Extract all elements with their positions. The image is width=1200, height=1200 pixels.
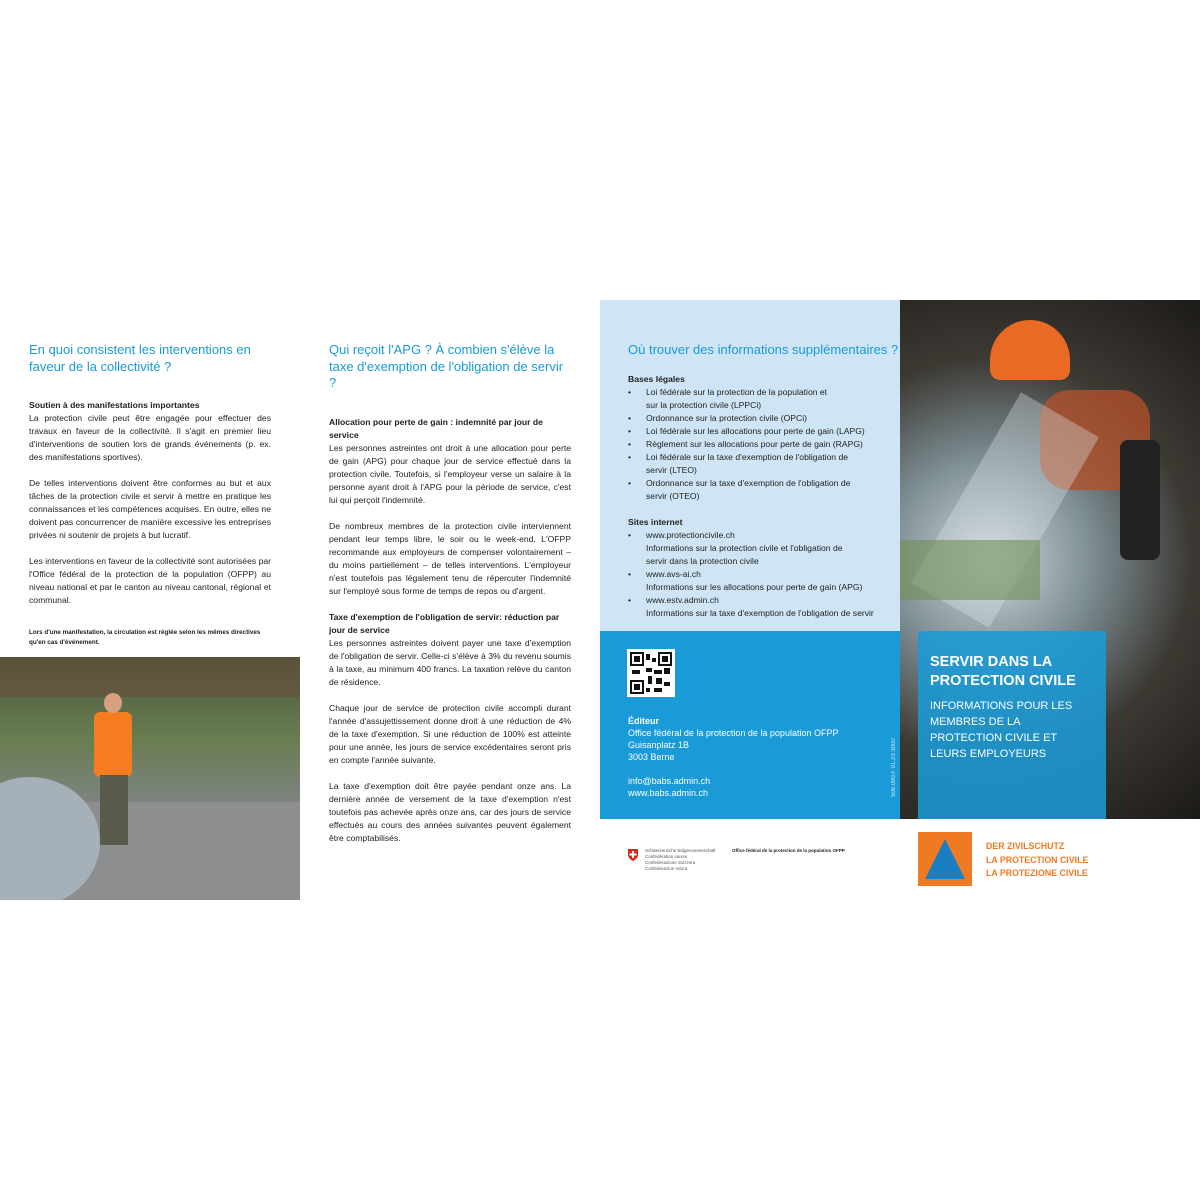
- site-description: Informations sur les allocations pour perte de gain (APG): [646, 581, 863, 592]
- sites-list: [628, 529, 893, 620]
- list-item: [628, 568, 893, 594]
- paragraph: La taxe d'exemption doit être payée pendant onze ans. La dernière année de versement de la taxe d'exemption n'est toutefois pas achevée après onze ans, car des jours de service effectués au cours des années suivantes peuvent également être comptabilisés.: [329, 780, 571, 843]
- paragraph: De telles interventions doivent être conformes au but et aux tâches de la protection civile et servir à mettre en pratique les connaissances et les compétences acquises. En outre, elles ne doivent pas concurrencer de manière excessive les entreprises privées ni soutenir de projets à but lucratif.: [29, 478, 271, 540]
- publisher-email[interactable]: info@babs.admin.ch: [628, 776, 711, 786]
- heading: Qui reçoit l'APG ? À combien s'élève la taxe d'exemption de l'obligation de servir ?: [329, 342, 564, 390]
- sites-title: Sites internet: [628, 516, 683, 527]
- list-item: [628, 529, 893, 568]
- column-apg-tax: [329, 342, 571, 858]
- logo-line: LA PROTECTION CIVILE: [986, 854, 1089, 865]
- paragraph: De nombreux membres de la protection civile interviennent pendant leur temps libre, le soir ou le week-end. L'OFPP recommande aux employeurs de compenser volontairement – du moins partiellement – de telles interventions. L'employeur n'est toutefois pas légalement tenu de répercuter l'indemnité sur l'employé sous forme de temps de repos ou d'argent.: [329, 520, 571, 596]
- site-link[interactable]: • www.protectioncivile.ch: [646, 529, 735, 540]
- legal-list: [628, 386, 893, 503]
- paragraph: Les interventions en faveur de la collectivité sont autorisées par l'Office fédéral de la protection de la population (OFPP) au niveau national et par le canton au niveau cantonal, régional et communal.: [29, 556, 271, 605]
- paragraph: Les personnes astreintes ont droit à une allocation pour perte de gain (APG) pour chaque jour de service effectué dans la protection civile. Toutefois, si l'employeur verse un salaire à la personne ayant droit à l'APG pour la période de service, c'est lui qui perçoit l'indemnité.: [329, 442, 571, 505]
- publisher-line: Office fédéral de la protection de la population OFPP: [628, 728, 839, 738]
- cover-subtitle: INFORMATIONS POUR LES MEMBRES DE LA PROTECTION CIVILE ET LEURS EMPLOYEURS: [930, 700, 1073, 760]
- logo-text: [986, 840, 1088, 881]
- office-name: Office fédéral de la protection de la population OFPP: [732, 848, 845, 853]
- swiss-cross-icon: [627, 848, 639, 861]
- site-description: Informations sur la protection civile et l'obligation de servir dans la protection civile: [646, 542, 843, 566]
- publisher-line: Guisanplatz 1B: [628, 740, 690, 750]
- federal-name: Confederaziun svizra: [645, 866, 688, 871]
- column-community-interventions: [29, 342, 271, 648]
- list-item: • Ordonnance sur la taxe d'exemption de l'obligation de servir (OTEO): [628, 477, 858, 503]
- heading: En quoi consistent les interventions en faveur de la collectivité ?: [29, 342, 251, 374]
- cover-title-box: [918, 631, 1106, 819]
- subheading: Taxe d'exemption de l'obligation de servir: réduction par jour de service: [329, 611, 560, 635]
- site-description: Informations sur la taxe d'exemption de l'obligation de servir: [646, 607, 874, 618]
- list-item: • Loi fédérale sur la protection de la population et sur la protection civile (LPPCi): [628, 386, 838, 412]
- list-item: • Loi fédérale sur la taxe d'exemption de l'obligation de servir (LTEO): [628, 451, 858, 477]
- federal-logo: [627, 848, 845, 872]
- federal-name: Confederazione Svizzera: [645, 860, 696, 865]
- paragraph: Chaque jour de service de protection civile accompli durant l'année d'assujettissement donne droit à une réduction de 4% de la taxe d'exemption. Si une réduction de 100% est atteinte pour une année, les jours de service excédentaires seront pris en compte l'année suivante.: [329, 702, 571, 765]
- list-item: • Règlement sur les allocations pour perte de gain (RAPG): [628, 438, 893, 451]
- paragraph: Les personnes astreintes doivent payer une taxe d'exemption de l'obligation de servir. Celle-ci s'élève à 3% du revenu soumis à la taxe, au minimum 400 francs. La taxation relève du canton de résidence.: [329, 637, 571, 687]
- triangle-icon: [918, 832, 972, 886]
- legal-title: Bases légales: [628, 373, 685, 384]
- heading: Où trouver des informations supplémentaires ?: [628, 342, 899, 357]
- publisher-line: 3003 Berne: [628, 752, 675, 762]
- traffic-control-photo: [0, 657, 300, 900]
- logo-line: DER ZIVILSCHUTZ: [986, 841, 1065, 851]
- qr-code[interactable]: [627, 649, 675, 697]
- column-more-info: [628, 342, 899, 633]
- federal-name: Confédération suisse: [645, 854, 688, 859]
- cover-title: SERVIR DANS LA PROTECTION CIVILE: [930, 654, 1076, 689]
- publisher-panel: [600, 631, 900, 819]
- list-item: • Ordonnance sur la protection civile (OPCi): [628, 412, 893, 425]
- publisher-web[interactable]: www.babs.admin.ch: [628, 788, 709, 798]
- civil-protection-logo: [918, 832, 972, 886]
- subheading: Soutien à des manifestations importantes: [29, 400, 200, 410]
- site-link[interactable]: • www.estv.admin.ch: [646, 594, 719, 605]
- publisher-label: Éditeur: [628, 716, 660, 726]
- federal-name: Schweizerische Eidgenossenschaft: [645, 848, 716, 853]
- paragraph: La protection civile peut être engagée pour effectuer des travaux en faveur de la collectivité. Il s'agit en premier lieu d'interventions de soutien lors de grands événements (p. ex. des manifestations sportives).: [29, 413, 271, 462]
- logo-line: LA PROTEZIONE CIVILE: [986, 868, 1088, 878]
- print-code: 506.090.F 01.23 3000: [891, 738, 897, 797]
- list-item: [628, 594, 893, 620]
- photo-caption: Lors d'une manifestation, la circulation est réglée selon les mêmes directives qu'en cas d'événement.: [29, 629, 261, 646]
- site-link[interactable]: • www.avs-ai.ch: [646, 568, 701, 579]
- list-item: • Loi fédérale sur les allocations pour perte de gain (LAPG): [628, 425, 893, 438]
- subheading: Allocation pour perte de gain : indemnité par jour de service: [329, 416, 543, 440]
